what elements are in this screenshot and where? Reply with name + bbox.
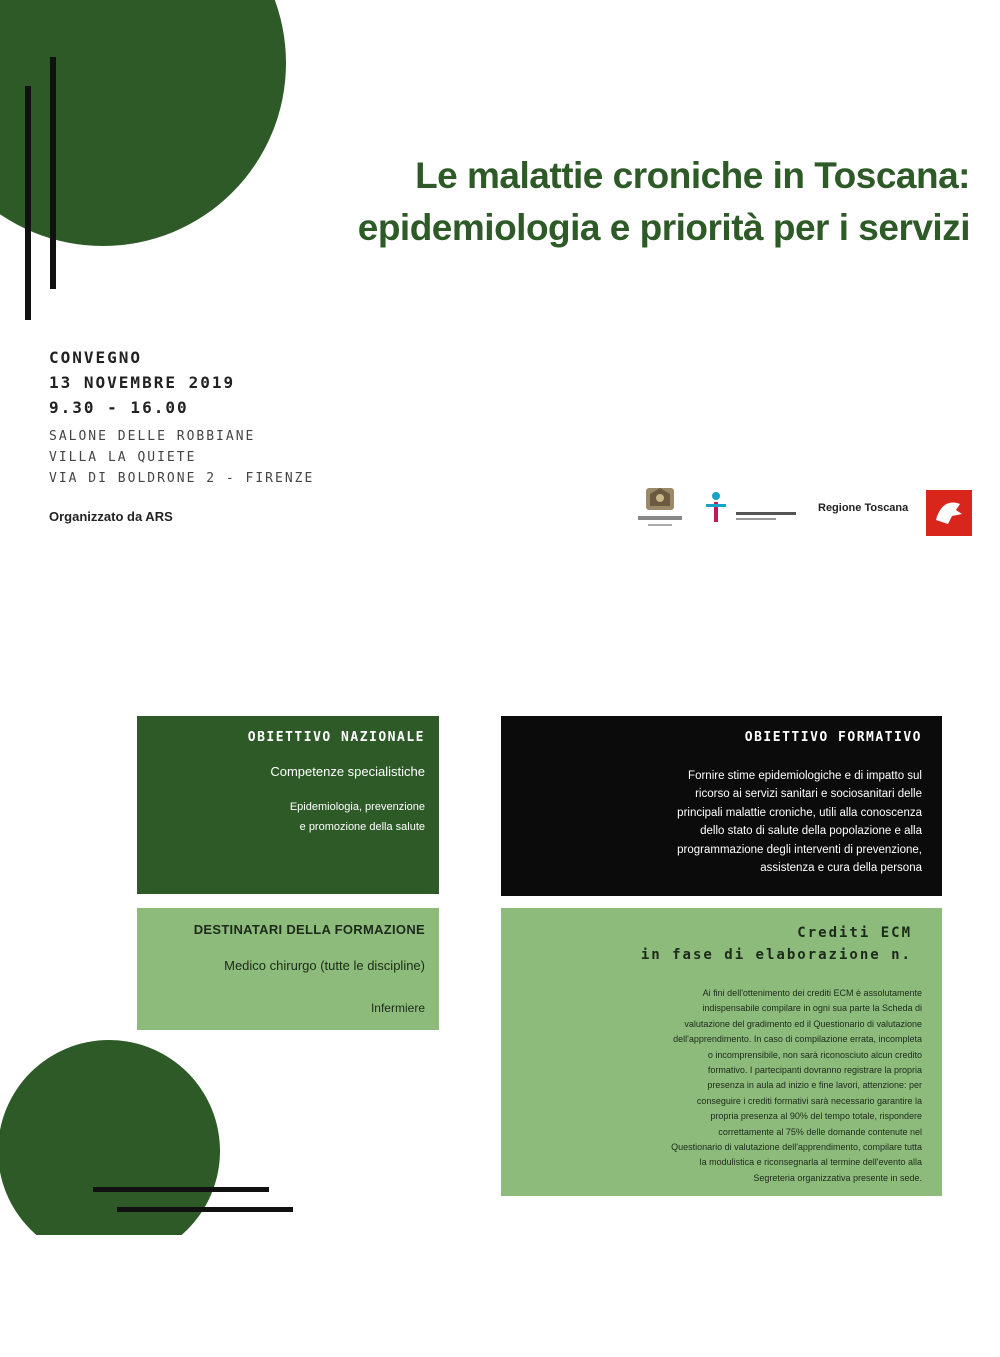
event-type: CONVEGNO (49, 348, 143, 367)
box-text: Medico chirurgo (tutte le discipline) (224, 958, 425, 973)
decorative-circle-bottom (0, 1040, 220, 1262)
box-obiettivo-formativo (501, 716, 942, 896)
ecm-text-line: conseguire i crediti formativi sarà necessario garantire la (696, 1095, 922, 1106)
box-text: e promozione della salute (299, 821, 425, 833)
box-crediti-ecm (501, 908, 942, 1196)
decorative-horizontal-line (93, 1187, 269, 1192)
title-line-2: epidemiologia e priorità per i servizi (357, 207, 970, 248)
ecm-text-line: Ai fini dell'ottenimento dei crediti ECM è assolutamente (702, 988, 922, 998)
ecm-heading: Crediti ECM (797, 925, 912, 941)
title-line-1: Le malattie croniche in Toscana: (415, 155, 970, 196)
event-info (49, 345, 314, 489)
event-address: VIA DI BOLDRONE 2 - FIRENZE (49, 471, 315, 486)
ecm-text-line: o incomprensibile, non sarà riconosciuto alcun credito (707, 1049, 922, 1060)
decorative-vertical-line (50, 57, 56, 289)
page-title (358, 150, 970, 254)
ecm-text-line: correttamente al 75% delle domande contenute nel (718, 1126, 922, 1137)
box-text: Epidemiologia, prevenzione (289, 801, 425, 813)
organizer-text: Organizzato da ARS (49, 509, 173, 524)
box-text-line: principali malattie croniche, utili alla conoscenza (677, 806, 922, 819)
ecm-text-line: formativo. I partecipanti dovranno registrare la propria (707, 1065, 922, 1076)
box-obiettivo-nazionale (137, 716, 439, 894)
box-text-line: ricorso ai servizi sanitari e sociosanitari delle (695, 788, 922, 801)
regione-toscana-label: Regione Toscana (818, 502, 909, 514)
box-text-line: assistenza e cura della persona (760, 862, 922, 875)
ecm-text-line: indispensabile compilare in ogni sua parte la Scheda di (702, 1003, 922, 1014)
box-heading: DESTINATARI DELLA FORMAZIONE (193, 922, 425, 937)
regione-toscana-emblem (926, 490, 972, 536)
ecm-text-line: valutazione del gradimento ed il Questionario di valutazione (684, 1018, 922, 1029)
page-bottom-area (0, 1235, 1000, 1357)
box-destinatari (137, 908, 439, 1030)
box-text-line: dello stato di salute della popolazione e alla (700, 825, 922, 838)
event-date: 13 NOVEMBRE 2019 (49, 373, 236, 392)
ecm-text-line: la modulistica e riconsegnarla al termine dell'evento alla (699, 1157, 922, 1168)
event-venue: SALONE DELLE ROBBIANE (49, 429, 256, 444)
box-text: Competenze specialistiche (270, 764, 425, 779)
event-place: VILLA LA QUIETE (49, 450, 197, 465)
box-text-line: programmazione degli interventi di prevenzione, (677, 843, 922, 856)
box-heading: OBIETTIVO NAZIONALE (247, 730, 425, 745)
decorative-circle-top (0, 0, 286, 246)
box-text-line: Fornire stime epidemiologiche e di impatto sul (688, 770, 922, 782)
event-time: 9.30 - 16.00 (49, 398, 189, 417)
ecm-text-line: Segreteria organizzativa presente in sede. (753, 1172, 922, 1183)
formas-logo (632, 484, 688, 532)
ecm-text-line: presenza in aula ad inizio e fine lavori, attenzione: per (707, 1080, 922, 1091)
sponsor-logos (632, 482, 972, 538)
box-text: Infermiere (370, 1001, 425, 1015)
ecm-text-line: dell'apprendimento. In caso di compilazione errata, incompleta (673, 1034, 922, 1045)
decorative-vertical-line (25, 86, 31, 320)
ecm-subheading: in fase di elaborazione n. (640, 947, 912, 963)
ars-toscana-logo (704, 488, 800, 528)
box-heading: OBIETTIVO FORMATIVO (744, 730, 922, 745)
ecm-text-line: propria presenza al 90% del tempo totale, rispondere (710, 1111, 922, 1122)
decorative-horizontal-line (117, 1207, 293, 1212)
ecm-text-line: Questionario di valutazione dell'apprendimento, compilare tutta (671, 1142, 922, 1153)
